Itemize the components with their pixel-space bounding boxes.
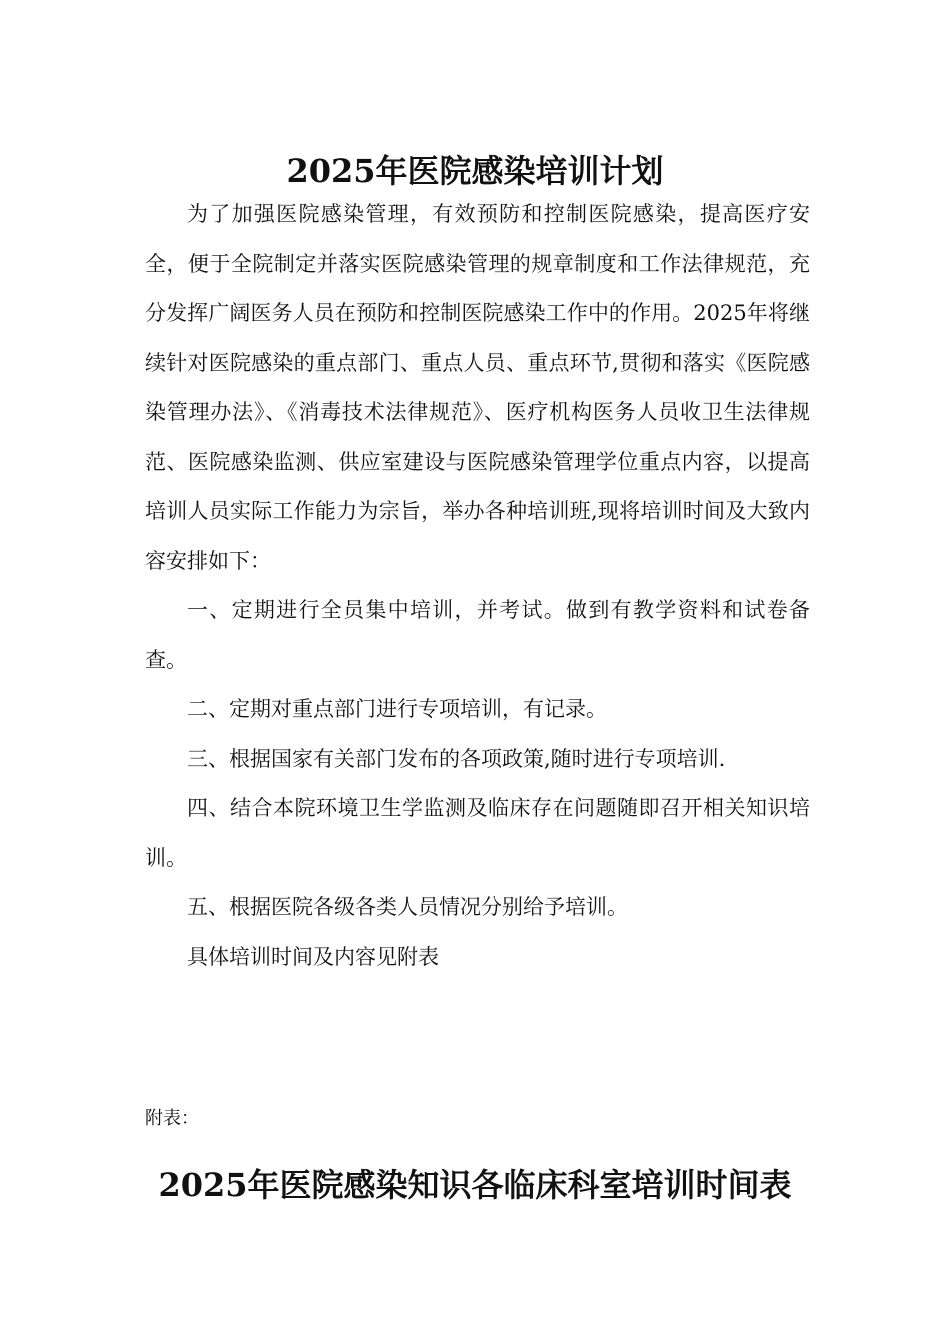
intro-paragraph: 为了加强医院感染管理，有效预防和控制医院感染，提高医疗安全，便于全院制定并落实医院感染管理的规章制度和工作法律规范，充分发挥广阔医务人员在预防和控制医院感染工作中的作用。2025年将继续针对医院感染的重点部门、重点人员、重点环节,贯彻和落实《医院感染管理办法》、《消毒技术法律规范》、医疗机构医务人员收卫生法律规范、医院感染监测、供应室建设与医院感染管理学位重点内容，以提高培训人员实际工作能力为宗旨，举办各种培训班,现将培训时间及大致内容安排如下：: [145, 202, 810, 573]
plan-item-5: 五、根据医院各级各类人员情况分别给予培训。: [187, 895, 628, 919]
plan-item-4: 四、结合本院环境卫生学监测及临床存在问题随即召开相关知识培训。: [145, 796, 810, 870]
closing-paragraph: 具体培训时间及内容见附表: [187, 944, 439, 969]
plan-item-1: 一、定期进行全员集中培训，并考试。做到有教学资料和试卷备查。: [145, 598, 810, 672]
attachment-label: 附表：: [145, 1108, 199, 1129]
document-body: [145, 190, 810, 982]
plan-item-3: 三、根据国家有关部门发布的各项政策,随时进行专项培训.: [187, 746, 726, 771]
attachment-title: 2025年医院感染知识各临床科室培训时间表: [158, 1165, 792, 1204]
document-title: 2025年医院感染培训计划: [286, 152, 664, 191]
plan-item-2: 二、定期对重点部门进行专项培训，有记录。: [187, 697, 607, 721]
